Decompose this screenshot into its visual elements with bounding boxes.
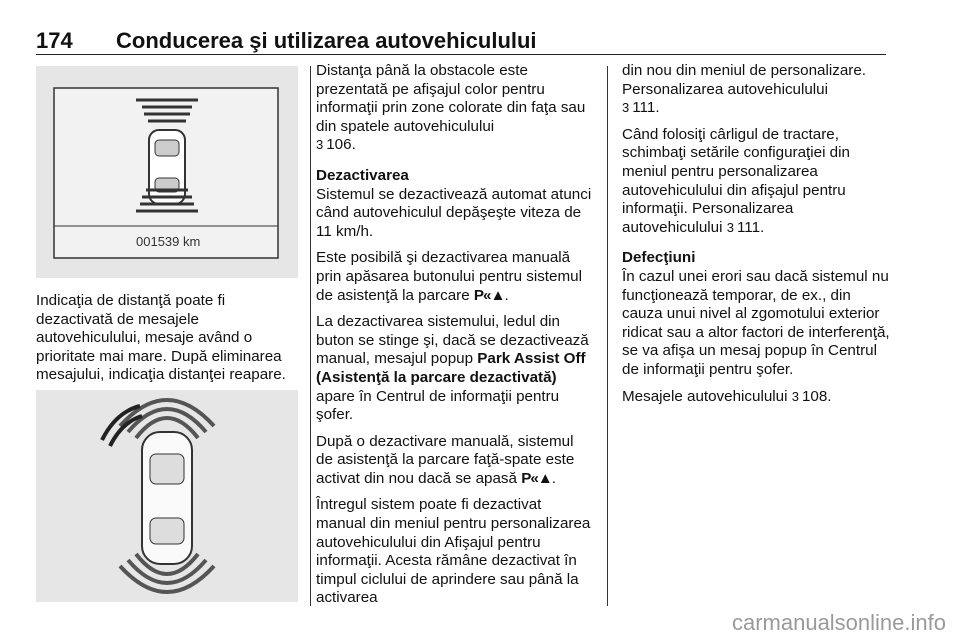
watermark: carmanualsonline.info bbox=[731, 610, 946, 635]
paragraph-vehicle-messages: Mesajele autovehiculului 3 108. bbox=[622, 387, 832, 405]
park-assist-icon: P«▲ bbox=[521, 469, 552, 487]
cluster-display-figure bbox=[36, 66, 298, 278]
reference-arrow-icon: 3 bbox=[316, 137, 324, 153]
page-number: 174 bbox=[36, 28, 73, 53]
column-divider bbox=[310, 66, 311, 606]
paragraph-manual-deactivation: Este posibilă şi dezactivarea manuală prin apăsarea butonului pentru sistemul de asistenţă la parcare P«▲. bbox=[316, 249, 582, 304]
sensor-zones-figure bbox=[36, 390, 298, 602]
paragraph-reactivation: După o dezactivare manuală, sistemul de asistenţă la parcare faţă-spate este activat din nou dacă se apasă P«▲. bbox=[316, 432, 575, 487]
column-2 bbox=[316, 62, 594, 616]
paragraph-auto-deactivation: Sistemul se dezactivează automat atunci când autovehiculul depăşeşte viteza de 11 km/h. bbox=[316, 185, 592, 240]
reference-arrow-icon: 3 bbox=[726, 219, 734, 235]
page-header bbox=[36, 28, 886, 55]
page-title: Conducerea şi utilizarea autovehiculului bbox=[116, 28, 537, 53]
park-assist-icon: P«▲ bbox=[473, 286, 505, 304]
section-heading-deactivation: Dezactivarea bbox=[316, 166, 409, 184]
paragraph-continued: din nou din meniul de personalizare. Personalizarea autovehiculului 3 111. bbox=[622, 62, 867, 117]
paragraph-fault: În cazul unei erori sau dacă sistemul nu funcţionează temporar, de ex., din cauza unui nivel al zgomotului exterior ridicat sau a altor factori de interferenţă, se va afişa un mesaj popup în Centrul de informaţii pentru şofer. bbox=[622, 267, 890, 378]
paragraph-led: La dezactivarea sistemului, ledul din buton se stinge şi, dacă se dezactivează manual, mesajul popup Park Assist Off (Asistenţă la parcare dezactivată) apare în Centrul de informaţii pentru şofer. bbox=[316, 313, 589, 424]
paragraph-distance-display: Distanţa până la obstacole este prezentată pe afişajul color pentru informaţii prin zone colorate din faţa sau din spatele autovehiculului 3 106. bbox=[316, 62, 586, 154]
odometer-readout: 001539 km bbox=[136, 234, 201, 249]
reference-arrow-icon: 3 bbox=[791, 388, 799, 404]
column-divider bbox=[607, 66, 608, 606]
column-3 bbox=[622, 62, 892, 414]
reference-arrow-icon: 3 bbox=[622, 100, 630, 116]
paragraph-whole-system: Întregul sistem poate fi dezactivat manual din meniul pentru personalizarea autovehiculului din Afişajul pentru informaţii. Acesta rămâne dezactivat în timpul ciclului de aprindere sau până la activarea bbox=[316, 496, 591, 607]
popup-message: Park Assist Off (Asistenţă la parcare dezactivată) bbox=[316, 350, 586, 386]
figure-caption: Indicaţia de distanţă poate fi dezactivată de mesajele autovehiculului, mesaje având o prioritate mai mare. După eliminarea mesajului, indicaţia distanţei reapare. bbox=[36, 292, 286, 384]
paragraph-towing-hitch: Când folosiţi cârligul de tractare, schimbaţi setările configuraţiei din meniul pentru personalizarea autovehiculului din afişajul pentru informaţii. Personalizarea autovehiculului 3 111. bbox=[622, 125, 850, 236]
column-1 bbox=[36, 292, 300, 393]
section-heading-faults: Defecţiuni bbox=[622, 249, 696, 267]
sensor-zones-illustration bbox=[36, 390, 298, 602]
